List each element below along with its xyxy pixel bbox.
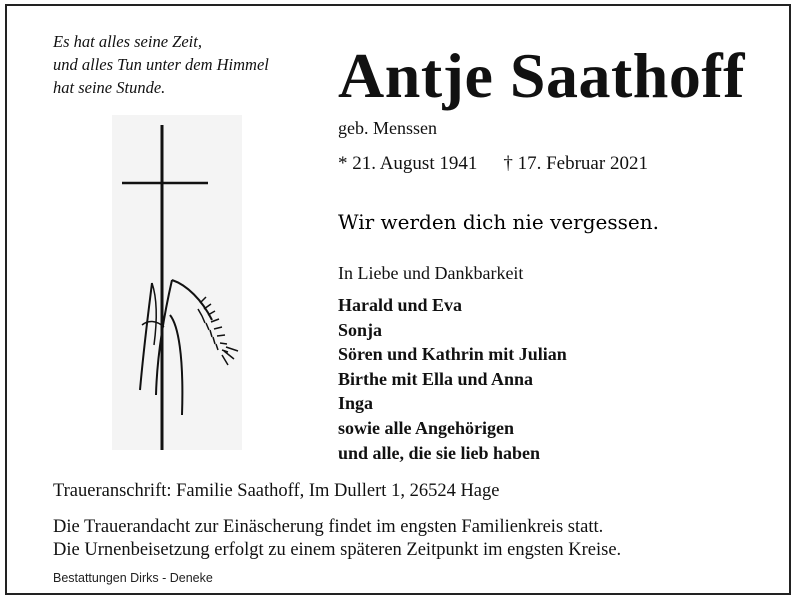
- verse-line: hat seine Stunde.: [53, 78, 166, 97]
- service-note: Die Urnenbeisetzung erfolgt zu einem späteren Zeitpunkt im engsten Kreise.: [53, 540, 622, 560]
- death-date: † 17. Februar 2021: [503, 153, 648, 174]
- love-line: In Liebe und Dankbarkeit: [338, 263, 524, 283]
- motto: Wir werden dich nie vergessen.: [338, 210, 659, 234]
- mourners-list: [338, 293, 567, 465]
- mourner: Harald und Eva: [338, 295, 463, 315]
- mourner: Sören und Kathrin mit Julian: [338, 344, 567, 365]
- mourner: Sonja: [338, 319, 383, 340]
- cross-with-wheat-icon: [112, 115, 242, 450]
- verse: [53, 30, 269, 99]
- mourner: sowie alle Angehörigen: [338, 417, 514, 438]
- birth-name: geb. Menssen: [338, 118, 437, 138]
- deceased-name: Antje Saathoff: [338, 40, 745, 111]
- mourner: Birthe mit Ella und Anna: [338, 368, 534, 389]
- service-note: Die Trauerandacht zur Einäscherung findet im engsten Familienkreis statt.: [53, 517, 604, 537]
- verse-line: und alles Tun unter dem Himmel: [53, 55, 269, 74]
- funeral-home: Bestattungen Dirks - Deneke: [53, 571, 213, 585]
- birth-date: * 21. August 1941: [338, 153, 478, 174]
- verse-line: Es hat alles seine Zeit,: [53, 32, 202, 51]
- service-notes: [53, 516, 621, 562]
- mourner: und alle, die sie lieb haben: [338, 442, 541, 463]
- mourning-address: Traueranschrift: Familie Saathoff, Im Dullert 1, 26524 Hage: [53, 481, 500, 501]
- mourner: Inga: [338, 393, 374, 414]
- life-dates: [338, 153, 648, 175]
